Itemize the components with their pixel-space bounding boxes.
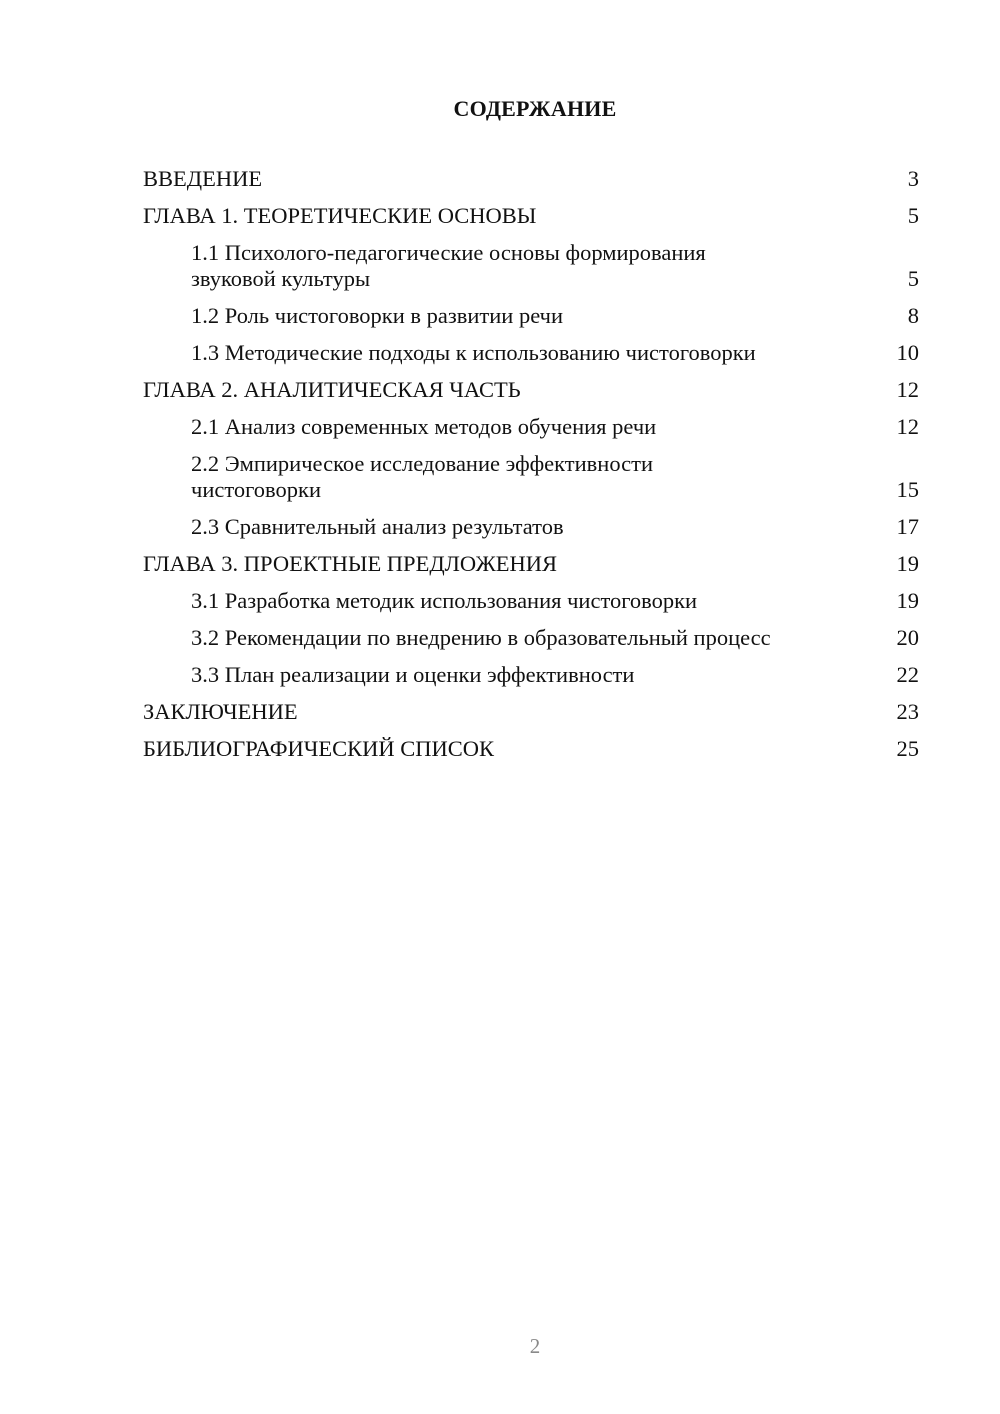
toc-entry-introduction[interactable] <box>143 166 919 192</box>
toc-entry-page: 15 <box>896 477 919 502</box>
toc-entry-section-3-1[interactable] <box>143 588 919 614</box>
toc-entry-page: 22 <box>896 662 919 687</box>
toc-entry-text: 3.1 Разработка методик использования чистоговорки <box>191 588 698 613</box>
toc-entry-page: 25 <box>896 736 919 761</box>
toc-entry-text: 1.3 Методические подходы к использованию чистоговорки <box>191 340 756 365</box>
toc-entry-chapter-3[interactable] <box>143 551 919 577</box>
toc-entry-text: 2.3 Сравнительный анализ результатов <box>191 514 564 539</box>
toc-entry-text: 1.1 Психолого-педагогические основы формирования звуковой культуры <box>191 240 706 291</box>
toc-entry-text: ГЛАВА 2. АНАЛИТИЧЕСКАЯ ЧАСТЬ <box>143 377 521 402</box>
toc-entry-page: 12 <box>896 414 919 439</box>
toc-entry-section-3-2[interactable] <box>143 625 919 651</box>
toc-entry-page: 3 <box>907 166 919 191</box>
toc-entry-text: 2.2 Эмпирическое исследование эффективности чистоговорки <box>191 451 654 502</box>
toc-entry-text: 2.1 Анализ современных методов обучения речи <box>191 414 657 439</box>
toc-entry-section-2-1[interactable] <box>143 414 919 440</box>
toc-entry-text: ГЛАВА 1. ТЕОРЕТИЧЕСКИЕ ОСНОВЫ <box>143 203 537 228</box>
toc-entry-bibliography[interactable] <box>143 736 919 762</box>
toc-entry-page: 10 <box>896 340 919 365</box>
toc-entry-text: ГЛАВА 3. ПРОЕКТНЫЕ ПРЕДЛОЖЕНИЯ <box>143 551 558 576</box>
toc-entry-text: 3.2 Рекомендации по внедрению в образовательный процесс <box>191 625 771 650</box>
toc-entry-chapter-1[interactable] <box>143 203 919 229</box>
toc-entry-section-1-2[interactable] <box>143 303 919 329</box>
toc-entry-page: 17 <box>896 514 919 539</box>
toc-entry-page: 5 <box>907 266 919 291</box>
toc-entry-section-2-2[interactable] <box>143 451 919 503</box>
toc-entry-page: 23 <box>896 699 919 724</box>
toc-entry-section-1-1[interactable] <box>143 240 919 292</box>
toc-entry-page: 19 <box>896 588 919 613</box>
page-number: 2 <box>529 1334 541 1358</box>
toc-entry-page: 19 <box>896 551 919 576</box>
toc-entry-page: 12 <box>896 377 919 402</box>
table-of-contents <box>143 166 919 773</box>
toc-entry-text: 1.2 Роль чистоговорки в развитии речи <box>191 303 563 328</box>
toc-entry-text: ВВЕДЕНИЕ <box>143 166 263 191</box>
toc-entry-page: 20 <box>896 625 919 650</box>
toc-entry-section-3-3[interactable] <box>143 662 919 688</box>
toc-entry-section-2-3[interactable] <box>143 514 919 540</box>
toc-entry-conclusion[interactable] <box>143 699 919 725</box>
toc-entry-text: 3.3 План реализации и оценки эффективности <box>191 662 635 687</box>
toc-entry-page: 8 <box>907 303 919 328</box>
toc-entry-text: ЗАКЛЮЧЕНИЕ <box>143 699 298 724</box>
toc-entry-section-1-3[interactable] <box>143 340 919 366</box>
toc-entry-chapter-2[interactable] <box>143 377 919 403</box>
page-title: СОДЕРЖАНИЕ <box>453 96 617 121</box>
toc-entry-text: БИБЛИОГРАФИЧЕСКИЙ СПИСОК <box>143 736 495 761</box>
toc-entry-page: 5 <box>907 203 919 228</box>
